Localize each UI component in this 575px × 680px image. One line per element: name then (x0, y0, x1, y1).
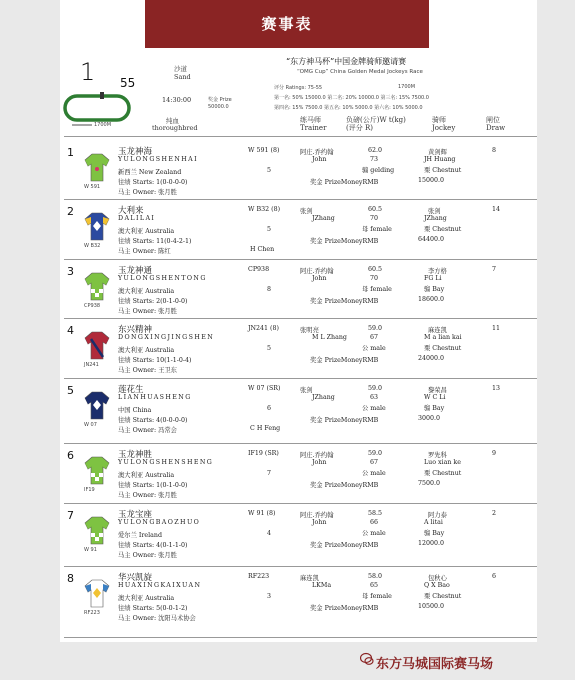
horse-color: 栗 Chestnut (424, 593, 462, 600)
rating: 67 (370, 459, 379, 466)
trainer-cn: 阿庄.乔约翰 (300, 149, 334, 156)
jockey-cn: 麻连凯 (428, 327, 447, 334)
horse-record: 往绩 Starts: 4(0-0-0-0) (118, 417, 188, 424)
prize-label: 奖金 PrizeMoneyRMB (310, 542, 379, 549)
horse-color: 骝 Bay (424, 530, 445, 537)
horse-owner: 马主 Owner: 沈阳马术协会 (118, 615, 196, 622)
entry-number: 7 (67, 509, 74, 522)
track-distance-label: 1700M (94, 122, 112, 128)
horse-name-cn: 玉龙宝座 (118, 510, 153, 520)
horse-code: W 591 (84, 184, 101, 190)
horse-name-cn: 玉龙神海 (118, 147, 153, 157)
jockey-en: Q X Bao (424, 582, 450, 589)
draw: 2 (492, 510, 497, 517)
trainer-cn: 张明亮 (300, 327, 319, 334)
silks-icon (84, 271, 110, 301)
horse-name-en: DONGXINGJINGSHEN (118, 334, 215, 341)
entry-divider (64, 566, 537, 567)
horse-code: CP938 (84, 303, 101, 309)
draw: 13 (492, 385, 501, 392)
sex: 公 male (362, 530, 386, 537)
jockey-en: JZhang (424, 215, 447, 222)
trainer-en: JZhang (312, 215, 335, 222)
trainer-cn: 阿庄.乔约翰 (300, 452, 334, 459)
prize-value: 18600.0 (418, 296, 445, 303)
surface-cn: 沙道 (174, 65, 187, 73)
entry-row (62, 146, 537, 206)
horse-brand: CP938 (248, 266, 270, 273)
horse-record: 往绩 Starts: 10(1-1-0-4) (118, 357, 192, 364)
jockey-en: W C Li (424, 394, 446, 401)
rating: 70 (370, 275, 379, 282)
horse-age: 3 (267, 593, 272, 600)
silks-icon (84, 455, 110, 485)
sex: 公 male (362, 405, 386, 412)
horse-age: 6 (267, 405, 272, 412)
col-header-draw: 闸位 Draw (486, 116, 506, 132)
trainer-en: John (312, 275, 327, 282)
horse-record: 往绩 Starts: 4(0-1-1-0) (118, 542, 188, 549)
horse-owner: 马主 Owner: 冯常会 (118, 427, 177, 434)
col-header-trainer: 练马师 Trainer (300, 116, 327, 132)
entry-number: 4 (67, 324, 74, 337)
prize-value: 24000.0 (418, 355, 445, 362)
prize-label: 奖金 Prize (208, 97, 232, 103)
horse-origin: 澳大利亚 Australia (118, 228, 175, 235)
draw: 9 (492, 450, 497, 457)
draw: 11 (492, 325, 501, 332)
weight: 60.5 (368, 206, 383, 213)
horse-owner: 马主 Owner: 张月胜 (118, 308, 177, 315)
sex: 母 female (362, 286, 392, 293)
prize-label: 奖金 PrizeMoneyRMB (310, 605, 379, 612)
wechat-icon (360, 652, 374, 666)
breed-cn: 纯血 (166, 117, 179, 125)
entry-row (62, 509, 537, 569)
entry-divider (64, 378, 537, 379)
entry-number: 5 (67, 384, 74, 397)
horse-owner: 马主 Owner: 王卫东 (118, 367, 177, 374)
jockey-cn: 包秋心 (428, 575, 447, 582)
horse-brand: W 91 (8) (248, 510, 276, 517)
sex: 公 male (362, 470, 386, 477)
draw: 8 (492, 147, 497, 154)
prize-value: 50000.0 (208, 104, 229, 110)
race-title-en: “OMG Cup” China Golden Medal Jockeys Race (297, 69, 423, 75)
weight: 59.0 (368, 325, 383, 332)
horse-record: 往绩 Starts: 11(0-4-2-1) (118, 238, 192, 245)
horse-code: IF19 (84, 487, 95, 493)
horse-age: 5 (267, 167, 272, 174)
draw: 14 (492, 206, 501, 213)
horse-name-cn: 华兴凯旋 (118, 573, 153, 583)
distance-label: 1700M (398, 84, 416, 90)
horse-brand: W 07 (SR) (248, 385, 281, 392)
horse-color: 栗 Chestnut (424, 345, 462, 352)
horse-color: 骝 Bay (424, 405, 445, 412)
horse-age: 4 (267, 530, 272, 537)
horse-code: W B32 (84, 243, 101, 249)
silks-icon (84, 578, 110, 608)
extra-note: C H Feng (250, 425, 281, 432)
horse-name-cn: 莲花生 (118, 385, 144, 395)
trainer-cn: 阿庄.乔约翰 (300, 268, 334, 275)
horse-color: 栗 Chestnut (424, 470, 462, 477)
horse-name-en: YULONGBAOZHUO (118, 519, 201, 526)
jockey-en: FG Li (424, 275, 442, 282)
trainer-en: John (312, 459, 327, 466)
header-divider (64, 136, 537, 137)
rating-range: 评分 Ratings: 75-55 (274, 85, 323, 91)
entry-row (62, 324, 537, 384)
entry-row (62, 572, 537, 632)
horse-owner: 马主 Owner: 陈红 (118, 248, 171, 255)
weight: 60.5 (368, 266, 383, 273)
prize-label: 奖金 PrizeMoneyRMB (310, 417, 379, 424)
jockey-cn: 阿力泰 (428, 512, 447, 519)
jockey-cn: 黄剑辉 (428, 149, 447, 156)
prize-value: 7500.0 (418, 480, 441, 487)
horse-record: 往绩 Starts: 1(0-0-0-0) (118, 179, 188, 186)
weight: 59.0 (368, 385, 383, 392)
entry-divider (64, 443, 537, 444)
entry-number: 1 (67, 146, 74, 159)
horse-origin: 澳大利亚 Australia (118, 288, 175, 295)
prize-label: 奖金 PrizeMoneyRMB (310, 238, 379, 245)
horse-name-en: LIANHUASHENG (118, 394, 192, 401)
silks-icon (84, 515, 110, 545)
horse-owner: 马主 Owner: 张月胜 (118, 552, 177, 559)
horse-age: 5 (267, 226, 272, 233)
entry-divider (64, 199, 537, 200)
jockey-en: M a lian kai (424, 334, 462, 341)
horse-name-cn: 玉龙神通 (118, 266, 153, 276)
silks-icon (84, 390, 110, 420)
horse-brand: JN241 (8) (248, 325, 279, 332)
entry-row (62, 384, 537, 444)
horse-age: 5 (267, 345, 272, 352)
silks-icon (84, 152, 110, 182)
horse-color: 骝 Bay (424, 286, 445, 293)
trainer-cn: 张剑 (300, 208, 313, 215)
horse-code: W 07 (84, 422, 97, 428)
prize-value: 10500.0 (418, 603, 445, 610)
horse-origin: 爱尔兰 Ireland (118, 532, 162, 539)
horse-age: 7 (267, 470, 272, 477)
jockey-cn: 张剑 (428, 208, 441, 215)
horse-record: 往绩 Starts: 5(0-0-1-2) (118, 605, 188, 612)
entry-number: 3 (67, 265, 74, 278)
horse-name-en: YULONGSHENSHENG (118, 459, 214, 466)
horse-origin: 澳大利亚 Australia (118, 472, 175, 479)
footer-divider (64, 637, 537, 638)
col-header-weight: 负磅(公斤)W t(kg) (评分 R) (346, 116, 406, 132)
weight: 59.0 (368, 450, 383, 457)
prize-split-row2: 第四名: 15% 7500.0 第五名: 10% 5000.0 第六名: 10% 5000.0 (274, 105, 423, 111)
horse-brand: W B32 (8) (248, 206, 281, 213)
prize-value: 12000.0 (418, 540, 445, 547)
trainer-en: JZhang (312, 394, 335, 401)
jockey-en: Luo xian ke (424, 459, 461, 466)
trainer-en: John (312, 156, 327, 163)
race-number: 1 (80, 58, 96, 86)
weight: 62.0 (368, 147, 383, 154)
jockey-cn: 李方格 (428, 268, 447, 275)
entry-divider (64, 318, 537, 319)
trainer-en: John (312, 519, 327, 526)
entry-divider (64, 259, 537, 260)
horse-age: 8 (267, 286, 272, 293)
footer-watermark: 东方马城国际赛马场 (376, 657, 494, 672)
jockey-en: JH Huang (424, 156, 456, 163)
extra-note: H Chen (250, 246, 275, 253)
horse-name-cn: 东兴精神 (118, 325, 153, 335)
prize-label: 奖金 PrizeMoneyRMB (310, 357, 379, 364)
horse-origin: 澳大利亚 Australia (118, 347, 175, 354)
trainer-cn: 麻连凯 (300, 575, 319, 582)
entry-row (62, 449, 537, 509)
horse-color: 栗 Chestnut (424, 167, 462, 174)
rating: 70 (370, 215, 379, 222)
entry-number: 6 (67, 449, 74, 462)
horse-owner: 马主 Owner: 张月胜 (118, 492, 177, 499)
horse-name-cn: 玉龙神胜 (118, 450, 153, 460)
horse-code: JN241 (84, 362, 99, 368)
entry-number: 8 (67, 572, 74, 585)
entry-row (62, 205, 537, 265)
sex: 母 female (362, 226, 392, 233)
rating: 67 (370, 334, 379, 341)
jockey-cn: 黎荣昌 (428, 387, 447, 394)
weight: 58.0 (368, 573, 383, 580)
prize-value: 3000.0 (418, 415, 441, 422)
prize-value: 64400.0 (418, 236, 445, 243)
trainer-en: LKMa (312, 582, 332, 589)
draw: 6 (492, 573, 497, 580)
race-title-cn: “东方神马杯”中国金牌骑师邀请赛 (286, 57, 407, 66)
silks-icon (84, 330, 110, 360)
trainer-en: M L Zhang (312, 334, 347, 341)
draw: 7 (492, 266, 497, 273)
horse-record: 往绩 Starts: 2(0-1-0-0) (118, 298, 188, 305)
trainer-cn: 阿庄.乔约翰 (300, 512, 334, 519)
prize-split-row1: 第一名: 50% 15000.0 第二名: 20% 10000.0 第三名: 15% 7500.0 (274, 95, 429, 101)
horse-origin: 澳大利亚 Australia (118, 595, 175, 602)
horse-name-en: YULONGSHENTONG (118, 275, 207, 282)
breed-en: thoroughbred (152, 124, 198, 132)
horse-brand: W 591 (8) (248, 147, 280, 154)
prize-label: 奖金 PrizeMoneyRMB (310, 179, 379, 186)
surface-en: Sand (174, 73, 191, 81)
entry-divider (64, 503, 537, 504)
sex: 公 male (362, 345, 386, 352)
horse-brand: IF19 (SR) (248, 450, 279, 457)
page-title: 赛事表 (145, 0, 429, 48)
horse-code: W 91 (84, 547, 97, 553)
horse-brand: RF223 (248, 573, 270, 580)
horse-code: RF223 (84, 610, 100, 616)
rating: 66 (370, 519, 379, 526)
horse-owner: 马主 Owner: 张月胜 (118, 189, 177, 196)
race-time: 14:30:00 (162, 96, 192, 104)
col-header-jockey: 骑师 Jockey (432, 116, 456, 132)
prize-label: 奖金 PrizeMoneyRMB (310, 298, 379, 305)
horse-name-cn: 大利来 (118, 206, 144, 216)
entry-row (62, 265, 537, 325)
horse-name-en: HUAXINGKAIXUAN (118, 582, 202, 589)
jockey-en: A litai (424, 519, 443, 526)
horse-name-en: DALILAI (118, 215, 156, 222)
rating: 73 (370, 156, 379, 163)
sex: 母 female (362, 593, 392, 600)
silks-icon (84, 211, 110, 241)
entry-number: 2 (67, 205, 74, 218)
sex: 骟 gelding (362, 167, 395, 174)
jockey-cn: 罗先科 (428, 452, 447, 459)
trainer-cn: 张剑 (300, 387, 313, 394)
rating: 63 (370, 394, 379, 401)
horse-origin: 中国 China (118, 407, 152, 414)
rating: 65 (370, 582, 379, 589)
race-time-number: 55 (120, 76, 136, 90)
horse-color: 栗 Chestnut (424, 226, 462, 233)
horse-origin: 新西兰 New Zealand (118, 169, 182, 176)
weight: 58.5 (368, 510, 383, 517)
horse-record: 往绩 Starts: 1(0-1-0-0) (118, 482, 188, 489)
horse-name-en: YULONGSHENHAI (118, 156, 198, 163)
prize-label: 奖金 PrizeMoneyRMB (310, 482, 379, 489)
prize-value: 15000.0 (418, 177, 445, 184)
